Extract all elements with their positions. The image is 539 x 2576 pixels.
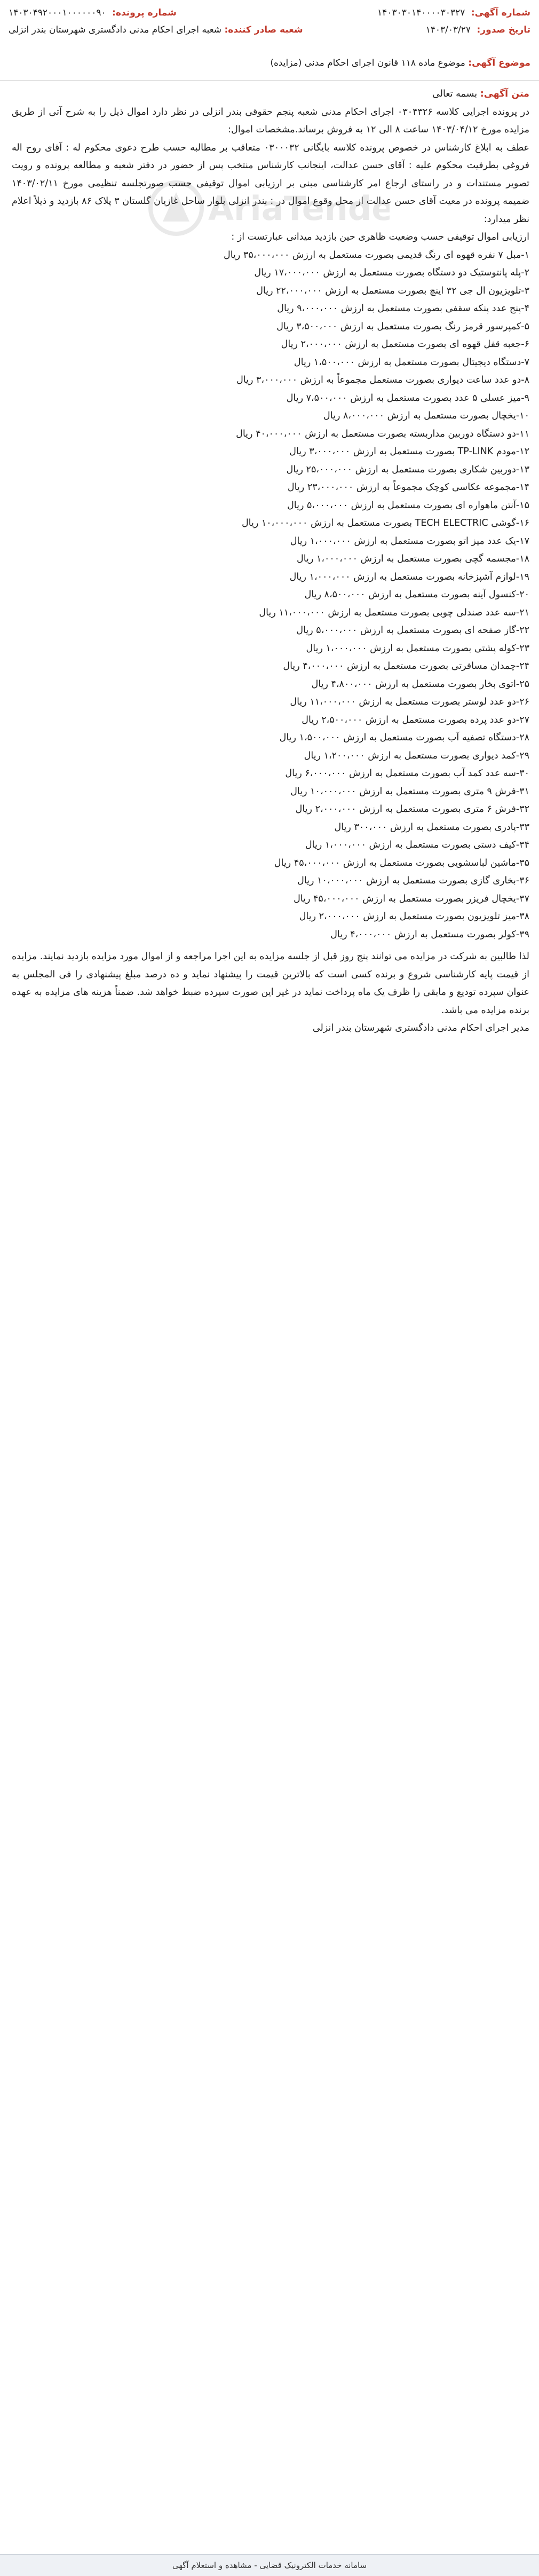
subject-value: موضوع ماده ۱۱۸ قانون اجرای احکام مدنی (مزایده) [270,58,465,68]
ad-number-row [9,4,530,21]
subject-row [9,58,530,68]
list-item: ۱۵-آنتن ماهواره ای بصورت مستعمل به ارزش ۵،۰۰۰،۰۰۰ ریال [287,500,529,511]
date-row [9,21,530,38]
list-item: ۳۳-پادری بصورت مستعمل به ارزش ۳۰۰،۰۰۰ ریال [334,821,529,833]
list-item: ۱۹-لوازم آشپزخانه بصورت مستعمل به ارزش ۱،۰۰۰،۰۰۰ ریال [289,571,529,582]
list-item: ۲۸-دستگاه تصفیه آب بصورت مستعمل به ارزش ۱،۵۰۰،۰۰۰ ریال [279,732,529,743]
ad-number-label: شماره آگهی: [471,7,530,18]
ad-text-heading [12,85,529,104]
ad-details: عطف به ابلاغ کارشناس در خصوص پرونده کلاسه بایگانی ۰۳۰۰۰۳۲ متعاقب بر مطالبه حسب طرح دعوی محکوم له : آقای روح اله فروغی بطرفیت محکوم علیه : آقای حسن عدالت، اینجانب کارشناس منتخب پس از حضور در دفتر شعبه و مطالعه پرونده و رویت تصویر مستندات و در راستای ارجاع امر کارشناسی مبنی بر ارزیابی اموال توقیفی حسب صورتجلسه تنظیمی مورخ ۱۴۰۳/۰۲/۱۱ ضمیمه پرونده در معیت آقای حسن عدالت از محل وقوع اموال در : بندر انزلی بلوار ساحل غازیان گلستان ۳ پلاک ۸۶ بازدید و ذیلاً اعلام نظر میدارد: [12,142,529,225]
list-item: ۲۳-کوله پشتی بصورت مستعمل به ارزش ۱،۰۰۰،۰۰۰ ریال [306,643,529,654]
list-item: ۲۶-دو عدد لوستر بصورت مستعمل به ارزش ۱۱،۰۰۰،۰۰۰ ریال [290,697,529,707]
list-item: ۱۷-یک عدد میز اتو بصورت مستعمل به ارزش ۱،۰۰۰،۰۰۰ ریال [290,535,529,547]
svg-text:AriaTender: AriaTende [208,189,390,228]
ad-signature: مدیر اجرای احکام مدنی دادگستری شهرستان بندر انزلی [312,1023,529,1033]
list-item: ۳۷-یخچال فریزر بصورت مستعمل به ارزش ۴۵،۰۰۰،۰۰۰ ریال [294,893,529,904]
tracking-label: شماره پرونده: [112,7,177,18]
list-item: ۱۴-مجموعه عکاسی کوچک مجموعاً به ارزش ۲۳،۰۰۰،۰۰۰ ریال [287,482,529,493]
list-item: ۲۴-چمدان مسافرتی بصورت مستعمل به ارزش ۴،۰۰۰،۰۰۰ ریال [283,661,529,671]
list-item: ۳۴-کیف دستی بصورت مستعمل به ارزش ۱،۰۰۰،۰۰۰ ریال [305,840,529,850]
ad-closing: لذا طالبین به شرکت در مزایده می توانند پنج روز قبل از جلسه مزایده به این اجرا مراجعه و از اموال مورد مزایده بازدید نمایند. مزایده از قیمت پایه کارشناسی شروع و برنده کسی است که بالاترین قیمت را پیشنهاد نماید و ده درصد مبلغ پیشنهادی را فی المجلس به عنوان سپرده تودیع و مابقی را ظرف یک ماه پرداخت نماید در غیر این صورت سپرده ضبط خواهد شد. ضمناً هزینه های مزایده به عهده برنده مزایده می باشد. [12,951,529,1016]
list-item: ۳۶-بخاری گازی بصورت مستعمل به ارزش ۱۰،۰۰۰،۰۰۰ ریال [297,875,529,886]
issuer-value: شعبه اجرای احکام مدنی دادگستری شهرستان بندر انزلی [9,25,222,35]
list-item: ۲۹-کمد دیواری بصورت مستعمل به ارزش ۱،۲۰۰،۰۰۰ ریال [304,750,529,761]
footer-bar [0,2554,539,2576]
ad-intro: در پرونده اجرایی کلاسه ۰۳۰۴۳۲۶ اجرای احکام مدنی شعبه پنجم حقوقی بندر انزلی در نظر دارد اموال ذیل را به شرح آتی از طریق مزایده مورخ ۱۴۰۳/۰۴/۱۲ ساعت ۸ الی ۱۲ به فروش برساند.مشخصات اموال: [12,106,529,135]
list-item: ۳۹-کولر بصورت مستعمل به ارزش ۴،۰۰۰،۰۰۰ ریال [330,929,529,940]
list-item: ۸-دو عدد ساعت دیواری بصورت مستعمل مجموعاً به ارزش ۳،۰۰۰،۰۰۰ ریال [236,375,529,385]
list-item: ۳۸-میز تلویزیون بصورت مستعمل به ارزش ۲،۰۰۰،۰۰۰ ریال [299,911,529,922]
list-item: ۹-میز عسلی ۵ عدد بصورت مستعمل به ارزش ۷،۵۰۰،۰۰۰ ریال [286,392,529,404]
list-item: ۳۵-ماشین لباسشویی بصورت مستعمل به ارزش ۴۵،۰۰۰،۰۰۰ ریال [274,857,529,868]
list-item: ۳۲-فرش ۶ متری بصورت مستعمل به ارزش ۲،۰۰۰،۰۰۰ ریال [295,804,529,815]
items-title: ارزیابی اموال توقیفی حسب وضعیت ظاهری حین بازدید میدانی عبارتست از : [231,232,529,242]
list-item: ۲-پله پانتوستیک دو دستگاه بصورت مستعمل به ارزش ۱۷،۰۰۰،۰۰۰ ریال [254,267,529,278]
list-item: ۳۰-سه عدد کمد آب بصورت مستعمل به ارزش ۶،۰۰۰،۰۰۰ ریال [285,768,529,779]
list-item: ۶-جعبه قفل قهوه ای بصورت مستعمل به ارزش ۲،۰۰۰،۰۰۰ ریال [281,339,529,350]
list-item: ۱۶-گوشی TECH ELECTRIC بصورت مستعمل به ارزش ۱۰،۰۰۰،۰۰۰ ریال [241,518,529,528]
tracking-value: ۱۴۰۳۰۴۹۲۰۰۰۱۰۰۰۰۰۰۹۰ [9,7,106,18]
list-item: ۲۰-کنسول آینه بصورت مستعمل به ارزش ۸،۵۰۰،۰۰۰ ریال [304,589,529,600]
list-item: ۵-کمپرسور قرمز رنگ بصورت مستعمل به ارزش ۳،۵۰۰،۰۰۰ ریال [276,321,529,332]
footer-text: سامانه خدمات الکترونیک قضایی - مشاهده و استعلام آگهی [172,2561,367,2570]
list-item: ۱۱-دو دستگاه دوربین مداربسته بصورت مستعمل به ارزش ۴۰،۰۰۰،۰۰۰ ریال [236,428,529,439]
ad-header [0,0,539,81]
list-item: ۳-تلویزیون ال جی ۳۲ اینچ بصورت مستعمل به ارزش ۲۲،۰۰۰،۰۰۰ ریال [256,285,529,296]
tracking-group [9,4,177,21]
list-item: ۲۷-دو عدد پرده بصورت مستعمل به ارزش ۲،۵۰۰،۰۰۰ ریال [302,714,529,725]
date-label: تاریخ صدور: [477,25,530,35]
ad-number-value: ۱۴۰۳۰۳۰۱۴۰۰۰۰۳۰۳۲۷ [377,7,465,18]
ad-body [12,85,529,1038]
subject-label: موضوع آگهی: [468,58,530,68]
ad-opening: بسمه تعالی [432,89,478,99]
list-item: ۷-دستگاه دیجیتال بصورت مستعمل به ارزش ۱،۵۰۰،۰۰۰ ریال [294,357,529,368]
list-item: ۲۱-سه عدد صندلی چوبی بصورت مستعمل به ارزش ۱۱،۰۰۰،۰۰۰ ریال [259,607,529,618]
list-item: ۱۳-دوربین شکاری بصورت مستعمل به ارزش ۲۵،۰۰۰،۰۰۰ ریال [286,464,529,475]
list-item: ۲۵-اتوی بخار بصورت مستعمل به ارزش ۴،۸۰۰،۰۰۰ ریال [311,678,529,690]
list-item: ۱۲-مودم TP-LINK بصورت مستعمل به ارزش ۳،۰۰۰،۰۰۰ ریال [289,446,529,457]
issuer-group [9,21,303,38]
ad-text-label: متن آگهی: [480,89,529,99]
list-item: ۱۸-مجسمه گچی بصورت مستعمل به ارزش ۱،۰۰۰،۰۰۰ ریال [296,554,529,564]
items-list [12,247,529,944]
list-item: ۳۱-فرش ۹ متری بصورت مستعمل به ارزش ۱۰،۰۰۰،۰۰۰ ریال [290,786,529,797]
list-item: ۴-پنج عدد پنکه سقفی بصورت مستعمل به ارزش ۹،۰۰۰،۰۰۰ ریال [277,303,529,314]
issuer-label: شعبه صادر کننده: [224,25,303,35]
list-item: ۱۰-یخچال بصورت مستعمل به ارزش ۸،۰۰۰،۰۰۰ ریال [323,410,529,421]
date-value: ۱۴۰۳/۰۳/۲۷ [425,25,471,35]
list-item: ۱-مبل ۷ نفره قهوه ای رنگ قدیمی بصورت مستعمل به ارزش ۳۵،۰۰۰،۰۰۰ ریال [223,249,529,260]
list-item: ۲۲-گاز صفحه ای بصورت مستعمل به ارزش ۵،۰۰۰،۰۰۰ ریال [296,625,529,636]
